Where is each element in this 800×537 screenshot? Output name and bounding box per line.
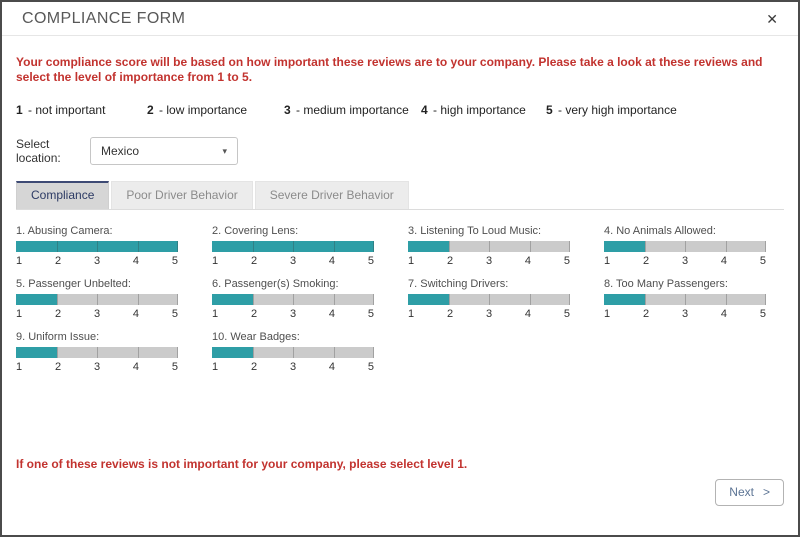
next-button[interactable] <box>715 479 784 506</box>
slider-scale <box>408 255 570 267</box>
tab-compliance[interactable]: Compliance <box>16 181 109 209</box>
slider-scale-number: 3 <box>681 255 689 267</box>
chevron-down-icon: ▾ <box>222 145 227 156</box>
legend-item-label: - not important <box>28 103 106 117</box>
slider-scale-number: 5 <box>367 255 374 267</box>
slider-scale-number: 2 <box>642 308 650 320</box>
location-label: Select location: <box>16 137 61 165</box>
dialog-titlebar <box>2 2 798 36</box>
slider-scale-number: 4 <box>720 308 728 320</box>
slider-track[interactable] <box>604 294 766 305</box>
slider-scale <box>16 255 178 267</box>
slider-fill <box>408 294 449 305</box>
slider-tick <box>685 241 686 252</box>
slider-scale-number: 1 <box>16 308 23 320</box>
slider-group <box>604 225 766 267</box>
slider-scale-number: 2 <box>446 255 454 267</box>
legend-item-number: 5 <box>546 103 553 117</box>
slider-scale-number: 1 <box>408 308 415 320</box>
slider-scale-number: 2 <box>54 255 62 267</box>
slider-tick <box>57 241 58 252</box>
slider-tick <box>645 241 646 252</box>
legend-item <box>421 103 546 117</box>
slider-label: 6. Passenger(s) Smoking: <box>212 278 339 290</box>
slider-scale-number: 4 <box>328 255 336 267</box>
slider-tick <box>97 294 98 305</box>
legend-item-label: - medium importance <box>296 103 409 117</box>
legend-item <box>546 103 677 117</box>
slider-scale-number: 2 <box>250 255 258 267</box>
next-button-label: Next <box>729 485 754 499</box>
slider-track[interactable] <box>212 347 374 358</box>
slider-label: 1. Abusing Camera: <box>16 225 113 237</box>
slider-group <box>212 225 374 267</box>
tab-poor-driver-behavior[interactable]: Poor Driver Behavior <box>111 181 252 209</box>
slider-scale-number: 5 <box>759 308 766 320</box>
slider-scale <box>212 255 374 267</box>
tab-severe-driver-behavior[interactable]: Severe Driver Behavior <box>255 181 409 209</box>
slider-scale-number: 3 <box>485 255 493 267</box>
slider-group <box>408 278 570 320</box>
legend-item-label: - low importance <box>159 103 248 117</box>
intro-message: Your compliance score will be based on how important these reviews are to your company. Please take a look at these reviews and select the level of importance from 1 to 5. <box>16 55 763 84</box>
slider-label: 10. Wear Badges: <box>212 331 300 343</box>
slider-fill <box>16 347 57 358</box>
location-selected-value: Mexico <box>101 144 140 158</box>
slider-label: 7. Switching Drivers: <box>408 278 509 290</box>
legend-item-number: 2 <box>147 103 154 117</box>
legend-item-number: 4 <box>421 103 428 117</box>
slider-track[interactable] <box>212 294 374 305</box>
slider-group <box>16 225 178 267</box>
slider-label: 3. Listening To Loud Music: <box>408 225 542 237</box>
slider-scale <box>16 308 178 320</box>
slider-track[interactable] <box>16 294 178 305</box>
slider-tick <box>138 294 139 305</box>
slider-scale-number: 4 <box>524 255 532 267</box>
slider-tick <box>253 347 254 358</box>
slider-label: 2. Covering Lens: <box>212 225 299 237</box>
slider-scale-number: 2 <box>54 361 62 373</box>
slider-tick <box>373 347 374 358</box>
slider-tick <box>334 347 335 358</box>
slider-tick <box>97 241 98 252</box>
slider-label: 5. Passenger Unbelted: <box>16 278 131 290</box>
slider-fill <box>408 241 449 252</box>
slider-tick <box>726 241 727 252</box>
slider-scale-number: 3 <box>485 308 493 320</box>
slider-tick <box>449 241 450 252</box>
legend-item-label: - very high importance <box>558 103 677 117</box>
slider-tick <box>253 294 254 305</box>
slider-scale-number: 4 <box>132 255 140 267</box>
slider-scale-number: 1 <box>212 255 219 267</box>
slider-track[interactable] <box>212 241 374 252</box>
slider-fill <box>212 347 253 358</box>
slider-scale-number: 2 <box>446 308 454 320</box>
slider-tick <box>253 241 254 252</box>
slider-tick <box>177 294 178 305</box>
chevron-right-icon: > <box>762 485 770 499</box>
slider-scale-number: 3 <box>289 308 297 320</box>
slider-scale-number: 3 <box>93 308 101 320</box>
slider-scale-number: 2 <box>250 308 258 320</box>
slider-fill <box>212 294 253 305</box>
slider-scale-number: 5 <box>563 255 570 267</box>
slider-scale-number: 5 <box>759 255 766 267</box>
slider-tick <box>177 347 178 358</box>
slider-scale-number: 3 <box>93 255 101 267</box>
slider-scale-number: 4 <box>132 308 140 320</box>
slider-track[interactable] <box>408 294 570 305</box>
slider-group <box>604 278 766 320</box>
slider-tick <box>138 347 139 358</box>
slider-scale-number: 5 <box>367 361 374 373</box>
slider-tick <box>449 294 450 305</box>
slider-scale-number: 1 <box>16 255 23 267</box>
slider-scale-number: 1 <box>212 308 219 320</box>
slider-tick <box>489 241 490 252</box>
slider-tick <box>97 347 98 358</box>
slider-scale-number: 5 <box>367 308 374 320</box>
slider-scale-number: 3 <box>289 255 297 267</box>
slider-scale-number: 1 <box>604 255 611 267</box>
slider-grid <box>16 225 784 373</box>
slider-scale-number: 2 <box>54 308 62 320</box>
legend-item-number: 1 <box>16 103 23 117</box>
slider-group <box>212 331 374 373</box>
slider-tick <box>293 241 294 252</box>
slider-scale-number: 1 <box>408 255 415 267</box>
slider-tick <box>57 294 58 305</box>
slider-group <box>212 278 374 320</box>
legend-item-label: - high importance <box>433 103 526 117</box>
slider-fill <box>604 294 645 305</box>
slider-group <box>408 225 570 267</box>
slider-scale-number: 4 <box>720 255 728 267</box>
slider-scale-number: 5 <box>563 308 570 320</box>
slider-tick <box>177 241 178 252</box>
slider-scale-number: 5 <box>171 308 178 320</box>
slider-track[interactable] <box>604 241 766 252</box>
dialog-content <box>2 55 798 506</box>
slider-scale-number: 1 <box>212 361 219 373</box>
slider-scale-number: 1 <box>604 308 611 320</box>
dialog-footer <box>16 479 784 506</box>
slider-scale-number: 2 <box>642 255 650 267</box>
slider-tick <box>489 294 490 305</box>
close-icon[interactable]: ✕ <box>766 11 778 27</box>
slider-tick <box>569 294 570 305</box>
slider-fill <box>604 241 645 252</box>
slider-scale <box>212 361 374 373</box>
tabstrip <box>16 181 784 210</box>
legend-item-number: 3 <box>284 103 291 117</box>
slider-scale <box>604 255 766 267</box>
dialog-title: COMPLIANCE FORM <box>22 10 186 27</box>
slider-tick <box>373 241 374 252</box>
slider-scale <box>16 361 178 373</box>
location-row <box>16 137 784 165</box>
slider-scale <box>212 308 374 320</box>
legend-item <box>284 103 421 117</box>
slider-scale-number: 4 <box>524 308 532 320</box>
slider-tick <box>569 241 570 252</box>
slider-scale-number: 2 <box>250 361 258 373</box>
slider-scale-number: 5 <box>171 255 178 267</box>
slider-scale-number: 3 <box>93 361 101 373</box>
slider-tick <box>765 294 766 305</box>
slider-group <box>16 278 178 320</box>
bottom-note: If one of these reviews is not important for your company, please select level 1. <box>16 457 468 471</box>
slider-tick <box>334 241 335 252</box>
importance-legend <box>16 103 784 117</box>
slider-tick <box>293 347 294 358</box>
slider-label: 8. Too Many Passengers: <box>604 278 728 290</box>
slider-scale <box>408 308 570 320</box>
slider-label: 9. Uniform Issue: <box>16 331 100 343</box>
slider-scale-number: 3 <box>681 308 689 320</box>
slider-tick <box>373 294 374 305</box>
slider-scale <box>604 308 766 320</box>
slider-tick <box>765 241 766 252</box>
slider-scale-number: 5 <box>171 361 178 373</box>
slider-tick <box>334 294 335 305</box>
slider-tick <box>530 294 531 305</box>
slider-tick <box>726 294 727 305</box>
slider-fill <box>16 294 57 305</box>
location-dropdown[interactable] <box>90 137 238 165</box>
slider-track[interactable] <box>408 241 570 252</box>
slider-tick <box>293 294 294 305</box>
slider-tick <box>645 294 646 305</box>
slider-scale-number: 4 <box>328 361 336 373</box>
slider-tick <box>530 241 531 252</box>
slider-track[interactable] <box>16 241 178 252</box>
slider-scale-number: 3 <box>289 361 297 373</box>
legend-item <box>147 103 284 117</box>
slider-scale-number: 1 <box>16 361 23 373</box>
slider-tick <box>57 347 58 358</box>
slider-scale-number: 4 <box>132 361 140 373</box>
slider-track[interactable] <box>16 347 178 358</box>
slider-scale-number: 4 <box>328 308 336 320</box>
slider-label: 4. No Animals Allowed: <box>604 225 716 237</box>
slider-tick <box>138 241 139 252</box>
legend-item <box>16 103 147 117</box>
slider-tick <box>685 294 686 305</box>
slider-group <box>16 331 178 373</box>
